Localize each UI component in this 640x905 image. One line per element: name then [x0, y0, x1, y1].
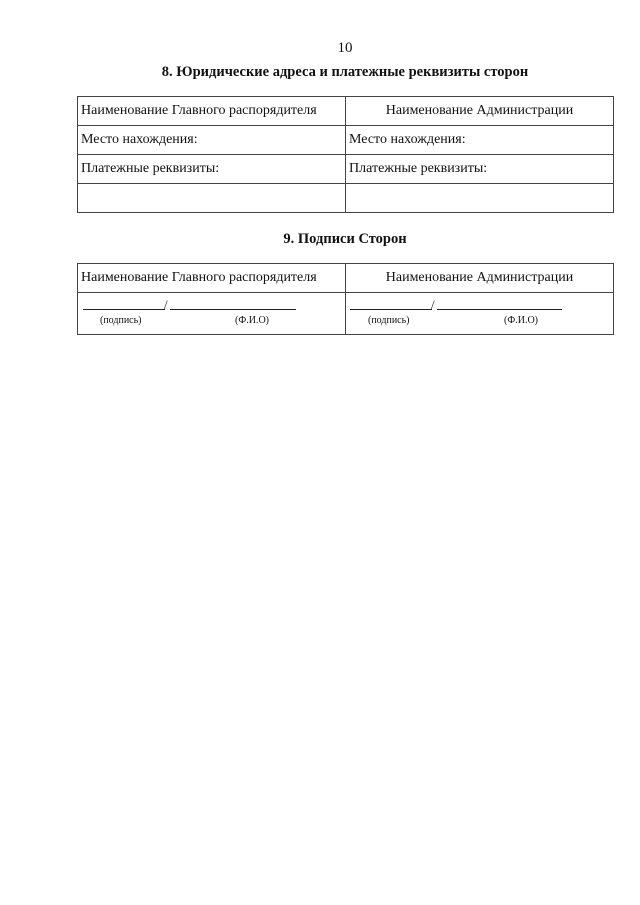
- main-manager-name-header: Наименование Главного распорядителя: [78, 264, 346, 293]
- name-caption: (Ф.И.О): [504, 315, 539, 326]
- administration-name-header: Наименование Администрации: [346, 264, 614, 293]
- name-caption: (Ф.И.О): [235, 315, 270, 326]
- administration-empty-cell: [346, 184, 614, 213]
- signature-line: [350, 309, 432, 310]
- signature-slash: /: [164, 297, 168, 312]
- main-manager-name-header: Наименование Главного распорядителя: [78, 97, 346, 126]
- signature-slash: /: [431, 297, 435, 312]
- table-row: [78, 184, 614, 213]
- signature-caption: (подпись): [100, 315, 142, 326]
- page-number: 10: [337, 40, 353, 56]
- section-8-title: 8. Юридические адреса и платежные реквизиты сторон: [161, 64, 529, 80]
- table-row: [78, 293, 614, 335]
- administration-location: Место нахождения:: [346, 126, 614, 155]
- table-row: [78, 126, 614, 155]
- table-row: [78, 97, 614, 126]
- name-line: [170, 309, 296, 310]
- main-manager-payment-details: Платежные реквизиты:: [78, 155, 346, 184]
- name-line: [437, 309, 562, 310]
- main-manager-location: Место нахождения:: [78, 126, 346, 155]
- section-9-title: 9. Подписи Сторон: [283, 231, 407, 247]
- administration-payment-details: Платежные реквизиты:: [346, 155, 614, 184]
- table-row: [78, 155, 614, 184]
- signature-line: [83, 309, 165, 310]
- main-manager-empty-cell: [78, 184, 346, 213]
- signatures-table: [77, 263, 614, 335]
- table-row: [78, 264, 614, 293]
- signature-caption: (подпись): [368, 315, 410, 326]
- main-manager-signature-cell: [78, 293, 346, 335]
- administration-signature-cell: [346, 293, 614, 335]
- legal-addresses-table: [77, 96, 614, 213]
- administration-name-header: Наименование Администрации: [346, 97, 614, 126]
